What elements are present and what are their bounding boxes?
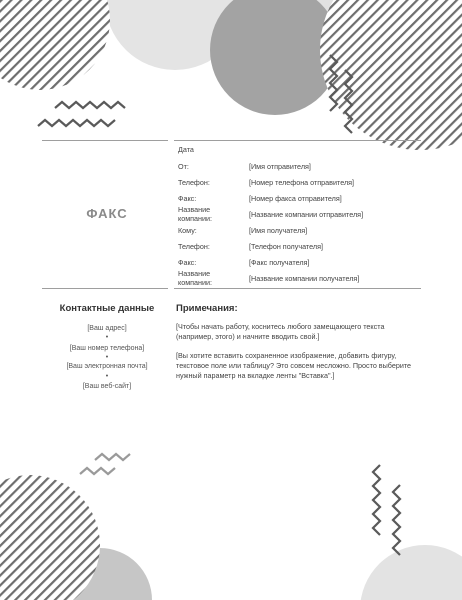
fax-title: ФАКС xyxy=(86,206,128,221)
contact-address[interactable]: [Ваш адрес] xyxy=(87,325,127,332)
zigzag-vertical-3 xyxy=(373,465,380,535)
rule-right-bottom xyxy=(174,288,421,289)
field-label-to: Кому: xyxy=(178,226,197,235)
field-value-recipient-phone[interactable]: [Телефон получателя] xyxy=(249,242,323,251)
contact-heading: Контактные данные xyxy=(59,303,155,314)
field-value-phone[interactable]: [Номер телефона отправителя] xyxy=(249,178,355,187)
contact-bullet: • xyxy=(105,334,109,341)
contact-bullet: • xyxy=(105,373,109,380)
field-value-recipient-company[interactable]: [Название компании получателя] xyxy=(249,274,360,283)
field-label-recipient-company: Название компании: xyxy=(178,269,213,287)
rule-left-bottom xyxy=(42,288,168,289)
contact-email[interactable]: [Ваш электронная почта] xyxy=(66,363,148,370)
rule-right-top xyxy=(174,140,421,141)
notes-paragraph-1[interactable]: [Чтобы начать работу, коснитесь любого замещающего текста (например, этого) и начните вводить свой.] xyxy=(176,322,385,341)
bottom-right-circle-light xyxy=(360,545,462,600)
contact-bullet: • xyxy=(105,354,109,361)
zigzag-horizontal-4 xyxy=(80,468,115,474)
field-label-company: Название компании: xyxy=(178,205,213,223)
field-value-to[interactable]: [Имя получателя] xyxy=(249,226,308,235)
notes-heading: Примечания: xyxy=(176,303,238,314)
field-label-recipient-phone: Телефон: xyxy=(178,242,210,251)
field-value-from[interactable]: [Имя отправителя] xyxy=(249,162,311,171)
zigzag-horizontal-1 xyxy=(55,102,125,108)
date-label[interactable]: Дата xyxy=(178,145,194,154)
field-label-fax: Факс: xyxy=(178,194,197,203)
zigzag-horizontal-3 xyxy=(95,454,130,460)
zigzag-vertical-4 xyxy=(393,485,400,555)
contact-website[interactable]: [Ваш веб-сайт] xyxy=(82,383,132,390)
field-label-recipient-fax: Факс: xyxy=(178,258,197,267)
field-value-company[interactable]: [Название компании отправителя] xyxy=(249,210,364,219)
field-value-fax[interactable]: [Номер факса отправителя] xyxy=(249,194,342,203)
notes-paragraph-2[interactable]: [Вы хотите вставить сохраненное изображение, добавить фигуру, текстовое поле или таблицу? Это совсем несложно. Просто выберите нужный параметр на вкладке ленты "Вставка".] xyxy=(176,351,412,380)
field-value-recipient-fax[interactable]: [Факс получателя] xyxy=(249,258,310,267)
rule-left-top xyxy=(42,140,168,141)
contact-phone[interactable]: [Ваш номер телефона] xyxy=(69,345,145,352)
field-label-from: От: xyxy=(178,162,189,171)
field-label-phone: Телефон: xyxy=(178,178,210,187)
zigzag-horizontal-2 xyxy=(38,120,115,126)
